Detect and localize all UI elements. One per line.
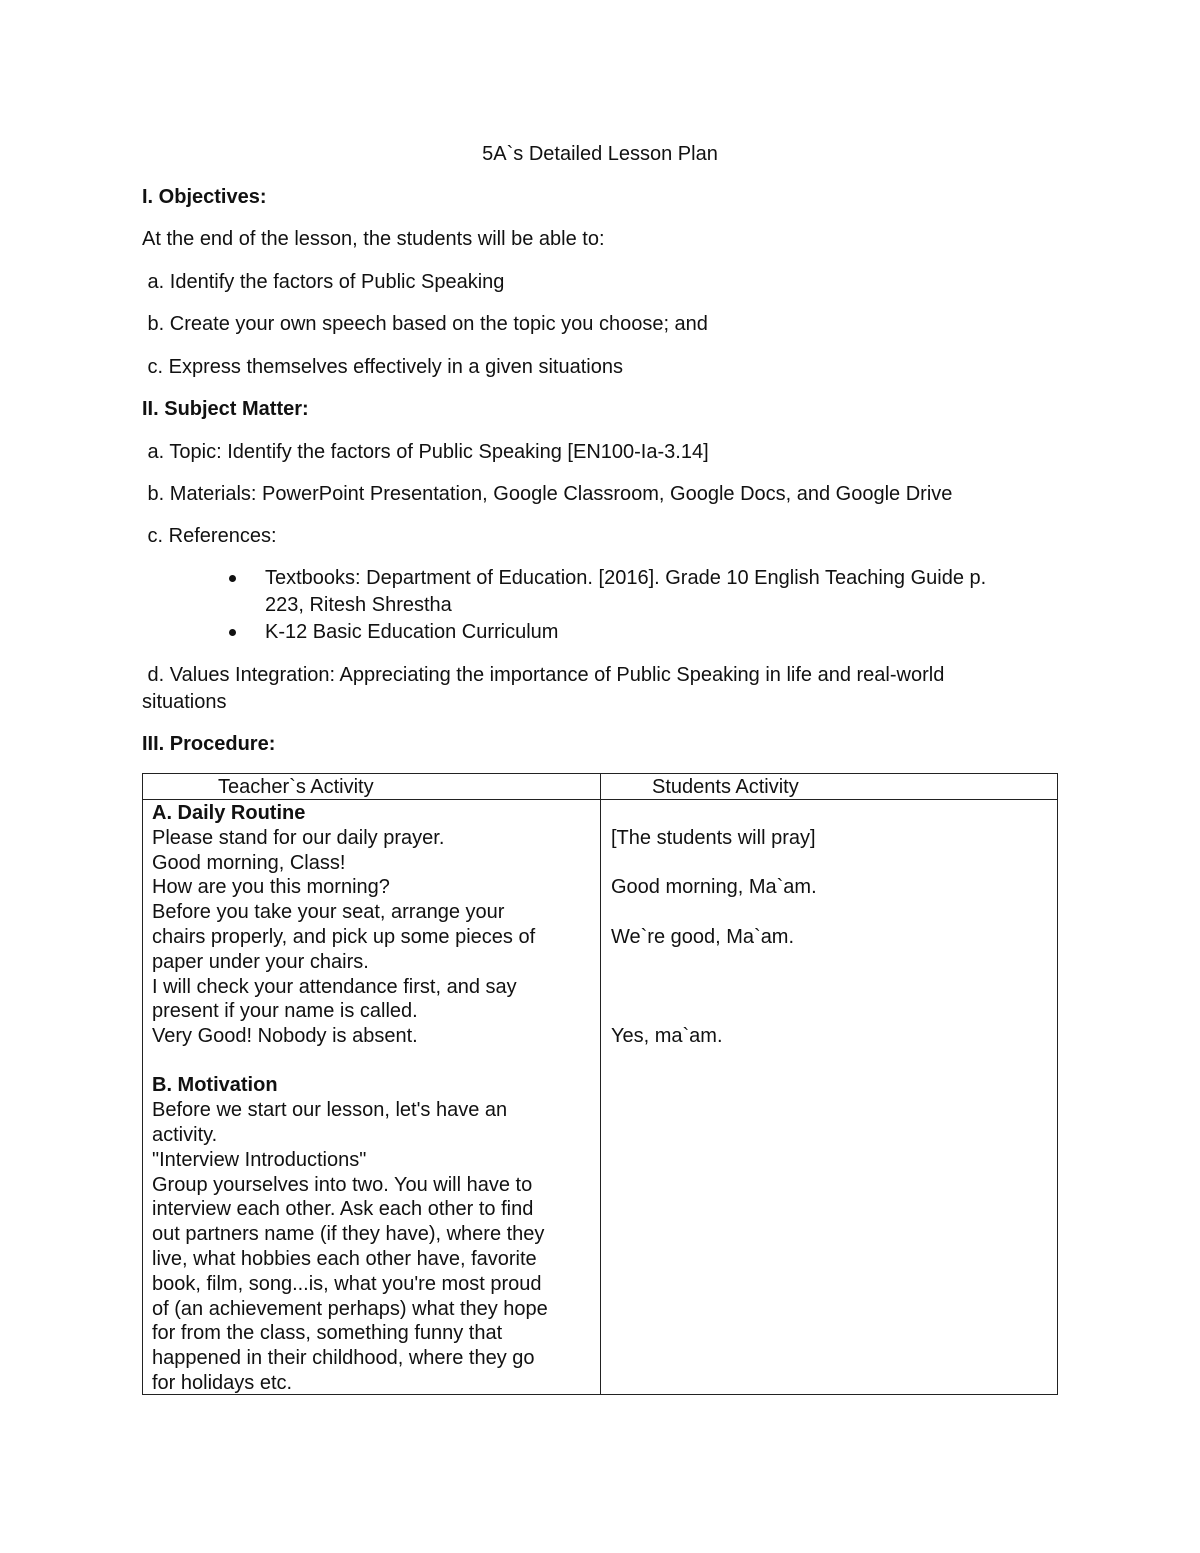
objectives-heading: I. Objectives: (142, 186, 267, 208)
objectives-intro: At the end of the lesson, the students will be able to: (142, 228, 605, 250)
table-header-teacher: Teacher`s Activity (218, 776, 374, 798)
teacher-line: Before you take your seat, arrange your (152, 901, 505, 923)
teacher-line: for holidays etc. (152, 1372, 293, 1394)
teacher-line: "Interview Introductions" (152, 1149, 367, 1171)
objective-item-b: b. Create your own speech based on the topic you choose; and (142, 313, 708, 335)
teacher-line: interview each other. Ask each other to find (152, 1198, 534, 1220)
reference-item-2: K-12 Basic Education Curriculum (265, 621, 559, 643)
teacher-line: chairs properly, and pick up some pieces of (152, 926, 536, 948)
teacher-line: for from the class, something funny that (152, 1322, 503, 1344)
teacher-line: Please stand for our daily prayer. (152, 827, 445, 849)
teacher-line: How are you this morning? (152, 876, 390, 898)
daily-routine-heading: A. Daily Routine (152, 802, 306, 824)
teacher-line: happened in their childhood, where they go (152, 1347, 535, 1369)
teacher-line: activity. (152, 1124, 218, 1146)
student-response: [The students will pray] (611, 827, 816, 849)
objective-item-a: a. Identify the factors of Public Speaking (142, 271, 505, 293)
subject-topic: a. Topic: Identify the factors of Public Speaking [EN100-Ia-3.14] (142, 441, 709, 463)
subject-matter-heading: II. Subject Matter: (142, 398, 309, 420)
bullet-icon (229, 575, 236, 582)
motivation-heading: B. Motivation (152, 1074, 278, 1096)
table-header-students: Students Activity (652, 776, 799, 798)
teacher-line: paper under your chairs. (152, 951, 369, 973)
teacher-line: I will check your attendance first, and say (152, 976, 517, 998)
values-integration-line1: d. Values Integration: Appreciating the importance of Public Speaking in life and real-world (142, 664, 945, 686)
objective-item-c: c. Express themselves effectively in a given situations (142, 356, 623, 378)
reference-item-1-line1: Textbooks: Department of Education. [2016]. Grade 10 English Teaching Guide p. (265, 567, 987, 589)
bullet-icon (229, 629, 236, 636)
teacher-line: Before we start our lesson, let's have an (152, 1099, 508, 1121)
student-response: Yes, ma`am. (611, 1025, 723, 1047)
subject-references-label: c. References: (142, 525, 277, 547)
document-title: 5A`s Detailed Lesson Plan (482, 143, 718, 165)
teacher-line: Group yourselves into two. You will have to (152, 1174, 533, 1196)
teacher-line: out partners name (if they have), where they (152, 1223, 545, 1245)
teacher-line: of (an achievement perhaps) what they hope (152, 1298, 548, 1320)
student-response: Good morning, Ma`am. (611, 876, 817, 898)
teacher-line: book, film, song...is, what you're most proud (152, 1273, 542, 1295)
teacher-line: present if your name is called. (152, 1000, 418, 1022)
procedure-heading: III. Procedure: (142, 733, 276, 755)
table-column-divider (600, 774, 601, 1394)
teacher-line: Very Good! Nobody is absent. (152, 1025, 418, 1047)
student-response: We`re good, Ma`am. (611, 926, 795, 948)
subject-materials: b. Materials: PowerPoint Presentation, Google Classroom, Google Docs, and Google Drive (142, 483, 953, 505)
reference-item-1-line2: 223, Ritesh Shrestha (265, 594, 452, 616)
values-integration-line2: situations (142, 691, 227, 713)
teacher-line: live, what hobbies each other have, favorite (152, 1248, 537, 1270)
procedure-table (142, 773, 1058, 1395)
teacher-line: Good morning, Class! (152, 852, 346, 874)
